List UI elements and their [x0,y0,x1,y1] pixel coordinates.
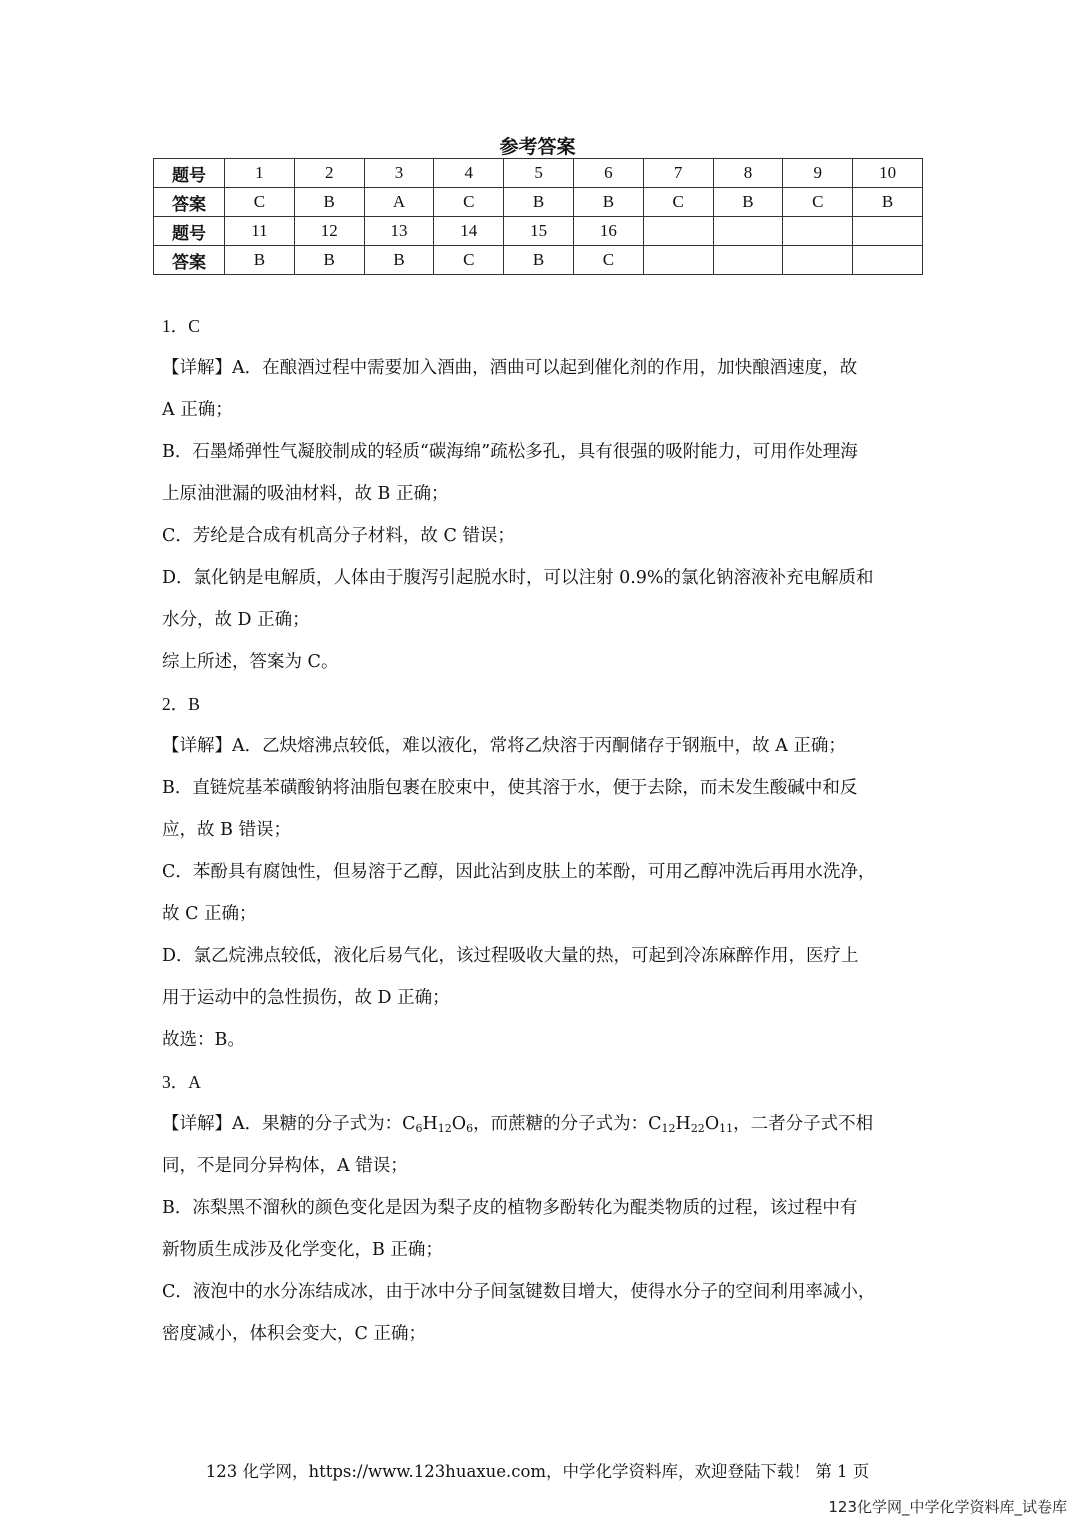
formula-line [162,1103,914,1145]
answer-cell: 14 [434,217,504,246]
row-header: 答案 [154,246,225,275]
explanation-line: D．氯化钠是电解质，人体由于腹泻引起脱水时，可以注射 0.9%的氯化钠溶液补充电解质和 [162,568,874,588]
watermark: 123化学网_中学化学资料库_试卷库 [828,1498,1067,1516]
formula-text: O [704,1114,720,1134]
answer-cell: C [225,188,295,217]
answer-table-row [154,217,923,246]
answer-cell: 5 [504,159,574,188]
explanation-line: 故 C 正确； [162,904,257,924]
answer-cell [713,217,783,246]
subscript: 6 [466,1122,474,1135]
formula-text: H [675,1114,691,1134]
answer-cell: 4 [434,159,504,188]
explanation-line: 综上所述，答案为 C。 [162,652,339,672]
row-header: 题号 [154,217,225,246]
explanation-line: 故选：B。 [162,1030,245,1050]
answer-table-row [154,246,923,275]
explanation-line: C．芳纶是合成有机高分子材料，故 C 错误； [162,526,515,546]
subscript: 12 [661,1122,676,1135]
answer-cell [853,217,923,246]
answer-cell: 6 [573,159,643,188]
answer-cell: 1 [225,159,295,188]
answer-cell [643,246,713,275]
answer-cell [643,217,713,246]
answer-cell: 13 [364,217,434,246]
explanation-line: 同，不是同分异构体，A 错误； [162,1156,408,1176]
answer-table-row [154,188,923,217]
explanation-line: B．冻梨黑不溜秋的颜色变化是因为梨子皮的植物多酚转化为醌类物质的过程，该过程中有 [162,1198,858,1218]
explanation-line: 水分，故 D 正确； [162,610,310,630]
answer-cell: 8 [713,159,783,188]
answer-cell: C [643,188,713,217]
explanation-line: B．石墨烯弹性气凝胶制成的轻质“碳海绵”疏松多孔，具有很强的吸附能力，可用作处理海 [162,442,858,462]
explanation-line: 上原油泄漏的吸油材料，故 B 正确； [162,484,449,504]
question-answer-heading: 3．A [162,1072,201,1092]
subscript: 12 [437,1122,452,1135]
answer-cell: 11 [225,217,295,246]
answer-cell: B [853,188,923,217]
answer-cell: B [504,246,574,275]
answer-cell [713,246,783,275]
answer-cell: 10 [853,159,923,188]
formula-text: H [422,1114,438,1134]
answer-cell: 7 [643,159,713,188]
explanation-line: 【详解】A．乙炔熔沸点较低，难以液化，常将乙炔溶于丙酮储存于钢瓶中，故 A 正确； [162,736,846,756]
formula-text: ，二者分子式不相 [733,1114,874,1134]
page-title: 参考答案 [499,136,576,158]
answer-cell: B [294,246,364,275]
formula-text: ，而蔗糖的分子式为：C [473,1114,662,1134]
answer-cell: 15 [504,217,574,246]
subscript: 11 [719,1122,734,1135]
answer-cell: B [294,188,364,217]
formula-text: O [451,1114,467,1134]
explanation-line: A 正确； [162,400,233,420]
answer-cell: B [713,188,783,217]
answer-cell [783,246,853,275]
answer-cell [853,246,923,275]
answer-cell: 16 [573,217,643,246]
row-header: 题号 [154,159,225,188]
answer-cell: 9 [783,159,853,188]
explanation-line: 应，故 B 错误； [162,820,291,840]
answer-cell: C [573,246,643,275]
explanation-line: C．液泡中的水分冻结成冰，由于冰中分子间氢键数目增大，使得水分子的空间利用率减小， [162,1282,876,1302]
answer-cell: 2 [294,159,364,188]
question-answer-heading: 1．C [162,316,200,336]
answer-cell: C [434,246,504,275]
question-answer-heading: 2．B [162,694,200,714]
answer-cell: A [364,188,434,217]
answer-table-row [154,159,923,188]
answer-cell: 12 [294,217,364,246]
page-footer: 123 化学网，https://www.123huaxue.com，中学化学资料库，欢迎登陆下载！ 第 1 页 [205,1462,870,1481]
subscript: 6 [415,1122,423,1135]
answer-cell: B [225,246,295,275]
row-header: 答案 [154,188,225,217]
subscript: 22 [690,1122,705,1135]
answer-cell: C [434,188,504,217]
explanation-line: 【详解】A．在酿酒过程中需要加入酒曲，酒曲可以起到催化剂的作用，加快酿酒速度，故 [162,358,858,378]
explanation-line: B．直链烷基苯磺酸钠将油脂包裹在胶束中，使其溶于水，便于去除，而未发生酸碱中和反 [162,778,858,798]
formula-text: 【详解】A．果糖的分子式为：C [162,1114,416,1134]
answer-cell: B [364,246,434,275]
answer-cell: 3 [364,159,434,188]
explanation-line: 用于运动中的急性损伤，故 D 正确； [162,988,450,1008]
answer-cell: C [783,188,853,217]
explanation-line: C．苯酚具有腐蚀性，但易溶于乙醇，因此沾到皮肤上的苯酚，可用乙醇冲洗后再用水洗净， [162,862,876,882]
explanation-line: 新物质生成涉及化学变化，B 正确； [162,1240,443,1260]
answer-table [153,158,923,275]
explanation-line: 密度减小，体积会变大，C 正确； [162,1324,426,1344]
explanation-line: D．氯乙烷沸点较低，液化后易气化，该过程吸收大量的热，可起到冷冻麻醉作用，医疗上 [162,946,859,966]
answer-cell: B [573,188,643,217]
explanation-content [162,305,914,1355]
answer-cell [783,217,853,246]
answer-cell: B [504,188,574,217]
